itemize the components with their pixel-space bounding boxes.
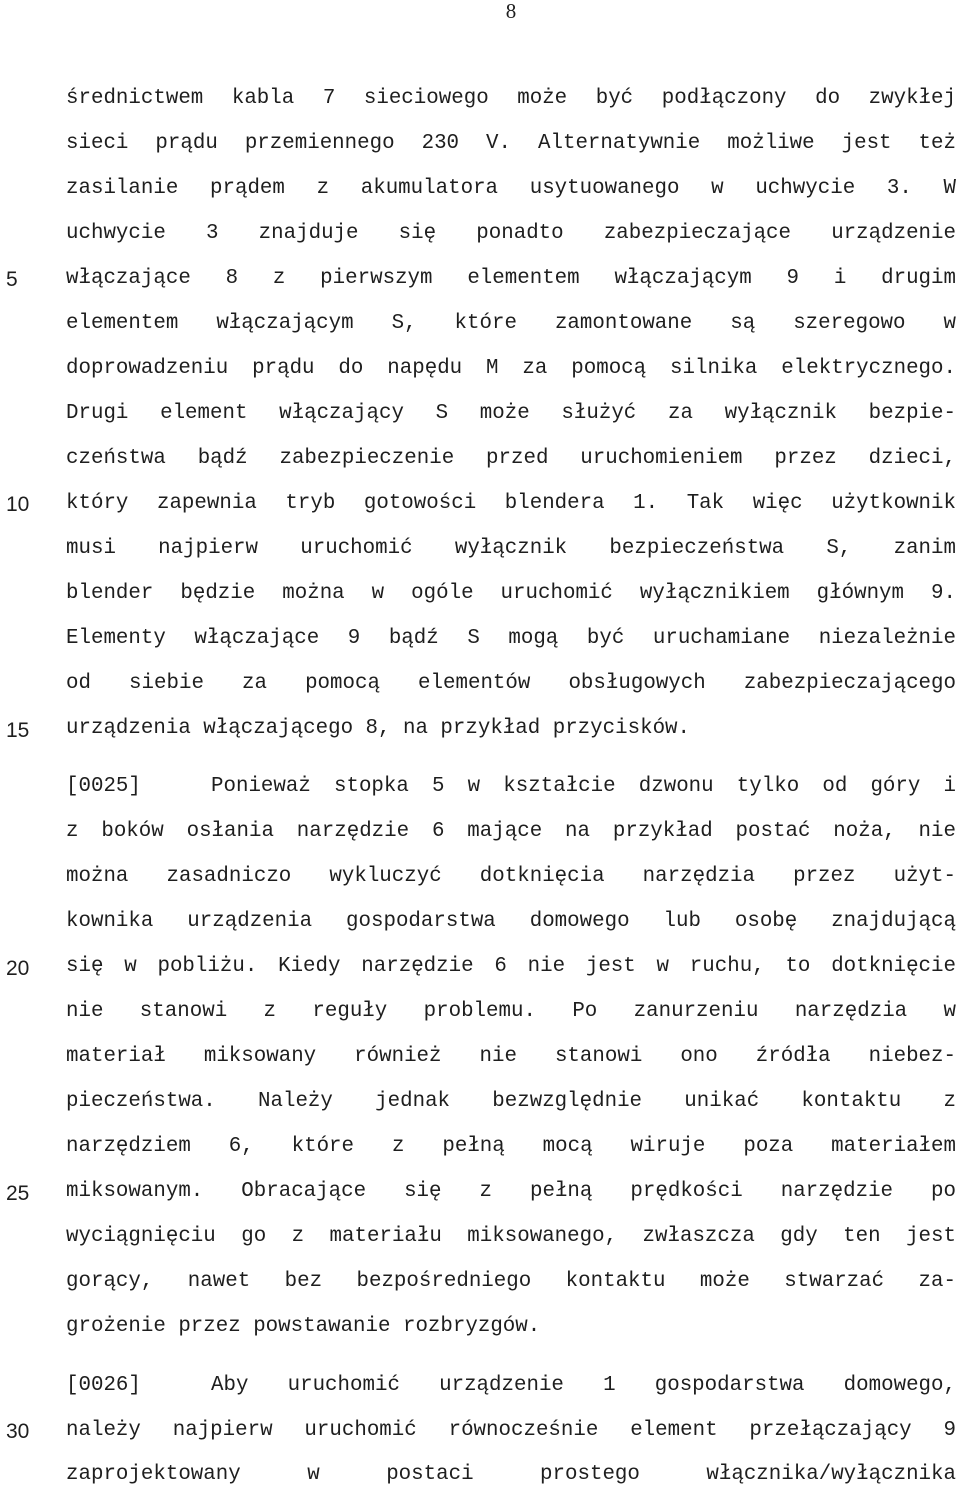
paragraph-first-line: Ponieważ stopka 5 w kształcie dzwonu tylko od góry i <box>211 775 956 798</box>
text-line: średnictwem kabla 7 sieciowego może być podłączony do zwykłej <box>66 87 956 110</box>
text-line: doprowadzeniu prądu do napędu M za pomocą silnika elektrycznego. <box>66 357 956 380</box>
text-line: blender będzie można w ogóle uruchomić wyłącznikiem głównym 9. <box>66 582 956 605</box>
text-line <box>66 772 956 802</box>
line-number-10: 10 <box>6 493 30 516</box>
text-line: zaprojektowany w postaci prostego włącznika/wyłącznika <box>66 1463 956 1486</box>
text-line: można zasadniczo wykluczyć dotknięcia narzędzia przez użyt- <box>66 865 956 888</box>
text-line: urządzenia włączającego 8, na przykład przycisków. <box>66 717 691 740</box>
line-number-5: 5 <box>6 268 18 291</box>
text-line: Elementy włączające 9 bądź S mogą być uruchamiane niezależnie <box>66 627 956 650</box>
text-line: się w pobliżu. Kiedy narzędzie 6 nie jest w ruchu, to dotknięcie <box>66 955 956 978</box>
text-line: wyciągnięciu go z materiału miksowanego, zwłaszcza gdy ten jest <box>66 1225 956 1248</box>
text-line: miksowanym. Obracające się z pełną prędkości narzędzie po <box>66 1180 956 1203</box>
text-line: z boków osłania narzędzie 6 mające na przykład postać noża, nie <box>66 820 956 843</box>
text-line: gorący, nawet bez bezpośredniego kontaktu może stwarzać za- <box>66 1270 956 1293</box>
text-line: pieczeństwa. Należy jednak bezwzględnie unikać kontaktu z <box>66 1090 956 1113</box>
paragraph-marker: [0025] <box>66 775 141 798</box>
text-line: musi najpierw uruchomić wyłącznik bezpieczeństwa S, zanim <box>66 537 956 560</box>
paragraph-first-line: Aby uruchomić urządzenie 1 gospodarstwa domowego, <box>211 1374 956 1397</box>
text-line: zasilanie prądem z akumulatora usytuowanego w uchwycie 3. W <box>66 177 956 200</box>
text-line: uchwycie 3 znajduje się ponadto zabezpieczające urządzenie <box>66 222 956 245</box>
text-line: który zapewnia tryb gotowości blendera 1. Tak więc użytkownik <box>66 492 956 515</box>
text-line: kownika urządzenia gospodarstwa domowego lub osobę znajdującą <box>66 910 956 933</box>
text-line: Drugi element włączający S może służyć za wyłącznik bezpie- <box>66 402 956 425</box>
text-line: elementem włączającym S, które zamontowane są szeregowo w <box>66 312 956 335</box>
line-number-25: 25 <box>6 1182 30 1205</box>
text-line: materiał miksowany również nie stanowi ono źródła niebez- <box>66 1045 956 1068</box>
text-line: czeństwa bądź zabezpieczenie przed uruchomieniem przez dzieci, <box>66 447 956 470</box>
text-line: sieci prądu przemiennego 230 V. Alternatywnie możliwe jest też <box>66 132 956 155</box>
text-line: włączające 8 z pierwszym elementem włączającym 9 i drugim <box>66 267 956 290</box>
text-line: od siebie za pomocą elementów obsługowych zabezpieczającego <box>66 672 956 695</box>
page-number: 8 <box>505 0 517 23</box>
line-number-20: 20 <box>6 957 30 980</box>
text-line: należy najpierw uruchomić równocześnie element przełączający 9 <box>66 1419 956 1442</box>
text-line <box>66 1371 956 1401</box>
text-line: nie stanowi z reguły problemu. Po zanurzeniu narzędzia w <box>66 1000 956 1023</box>
paragraph-marker: [0026] <box>66 1374 141 1397</box>
text-line: narzędziem 6, które z pełną mocą wiruje poza materiałem <box>66 1135 956 1158</box>
line-number-15: 15 <box>6 719 30 742</box>
line-number-30: 30 <box>6 1420 30 1443</box>
text-line: grożenie przez powstawanie rozbryzgów. <box>66 1315 541 1338</box>
